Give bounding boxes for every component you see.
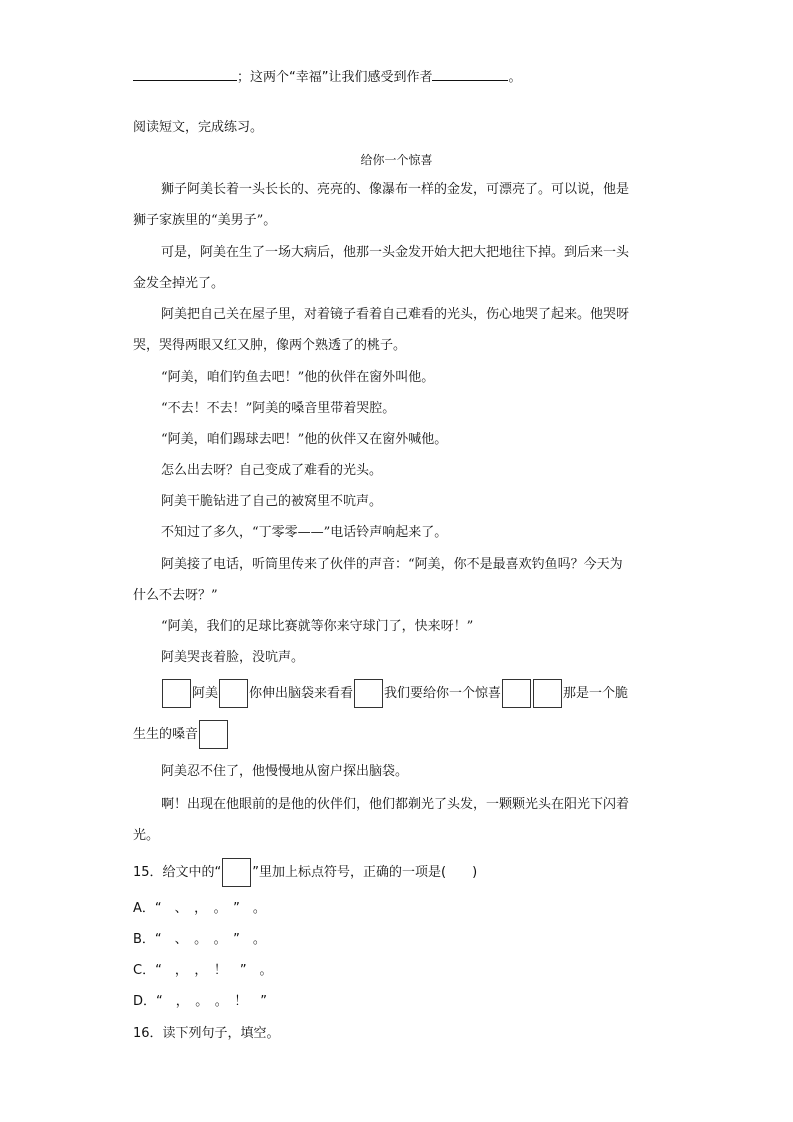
punctuation-box[interactable] bbox=[219, 679, 248, 708]
option-label: A． bbox=[133, 901, 155, 916]
option-c[interactable] bbox=[133, 963, 273, 979]
story-line: 狮子阿美长着一头长长的、亮亮的、像瀑布一样的金发，可漂亮了。可以说，他是 bbox=[161, 182, 630, 197]
option-text: “ ， ， ！ ” 。 bbox=[155, 963, 273, 978]
story-text: 你伸出脑袋来看看 bbox=[249, 686, 354, 701]
story-line: 不知过了多久，“丁零零——”电话铃声响起来了。 bbox=[161, 525, 448, 540]
question-15-stem bbox=[133, 858, 477, 888]
story-line: “不去！不去！”阿美的嗓音里带着哭腔。 bbox=[161, 401, 396, 416]
punctuation-box[interactable] bbox=[533, 679, 562, 708]
story-line: “阿美，咱们钓鱼去吧！”他的伙伴在窗外叫他。 bbox=[161, 370, 435, 385]
story-title: 给你一个惊喜 bbox=[360, 153, 433, 167]
fill-blank-text: ；这两个“幸福”让我们感受到作者 bbox=[237, 70, 433, 85]
story-line-with-boxes bbox=[161, 679, 628, 709]
story-line: 阿美哭丧着脸，没吭声。 bbox=[161, 650, 305, 665]
story-text: 生生的嗓音 bbox=[133, 727, 199, 742]
story-line: 可是，阿美在生了一场大病后，他那一头金发开始大把大把地往下掉。到后来一头 bbox=[161, 245, 630, 260]
option-b[interactable] bbox=[133, 932, 266, 948]
option-text: “ 、 。 。 ” 。 bbox=[154, 932, 266, 947]
story-line: 怎么出去呀？自己变成了难看的光头。 bbox=[161, 463, 383, 478]
story-line: “阿美，我们的足球比赛就等你来守球门了，快来呀！” bbox=[161, 619, 474, 634]
story-line: 阿美干脆钻进了自己的被窝里不吭声。 bbox=[161, 494, 383, 509]
story-line: 哭，哭得两眼又红又肿，像两个熟透了的桃子。 bbox=[133, 338, 407, 353]
question-16-stem: 16．读下列句子，填空。 bbox=[133, 1026, 280, 1041]
option-label: B． bbox=[133, 932, 155, 947]
story-line: 什么不去呀？” bbox=[133, 588, 218, 603]
story-text: 阿美 bbox=[192, 686, 219, 701]
punctuation-box-sample bbox=[222, 858, 251, 887]
story-line-with-boxes bbox=[133, 720, 229, 750]
option-text: “ 、 ， 。 ” 。 bbox=[154, 901, 266, 916]
story-line: 狮子家族里的“美男子”。 bbox=[133, 213, 277, 228]
story-text: 那是一个脆 bbox=[563, 686, 629, 701]
question-text: ”里加上标点符号，正确的一项是( ) bbox=[252, 865, 478, 880]
story-text: 我们要给你一个惊喜 bbox=[384, 686, 502, 701]
punctuation-box[interactable] bbox=[162, 679, 191, 708]
story-line: “阿美，咱们踢球去吧！”他的伙伴又在窗外喊他。 bbox=[161, 432, 448, 447]
instruction: 阅读短文，完成练习。 bbox=[133, 120, 264, 135]
question-text: 15．给文中的“ bbox=[133, 865, 222, 880]
punctuation-box[interactable] bbox=[354, 679, 383, 708]
punctuation-box[interactable] bbox=[502, 679, 531, 708]
answer-blank[interactable] bbox=[432, 67, 508, 81]
answer-blank[interactable] bbox=[133, 67, 237, 81]
option-d[interactable] bbox=[133, 994, 267, 1010]
story-line: 光。 bbox=[133, 828, 160, 843]
story-line: 阿美忍不住了，他慢慢地从窗户探出脑袋。 bbox=[161, 764, 409, 779]
story-line: 阿美接了电话，听筒里传来了伙伴的声音：“阿美，你不是最喜欢钓鱼吗？今天为 bbox=[161, 557, 623, 572]
punctuation-box[interactable] bbox=[199, 720, 228, 749]
fill-blank-line bbox=[133, 67, 522, 86]
option-label: C． bbox=[133, 963, 156, 978]
story-line: 金发全掉光了。 bbox=[133, 276, 225, 291]
story-line: 阿美把自己关在屋子里，对着镜子看着自己难看的光头，伤心地哭了起来。他哭呀 bbox=[161, 307, 630, 322]
option-text: “ ， 。 。 ！ ” bbox=[156, 994, 267, 1009]
period: 。 bbox=[508, 70, 522, 85]
option-a[interactable] bbox=[133, 901, 266, 917]
option-label: D． bbox=[133, 994, 157, 1009]
story-line: 啊！出现在他眼前的是他的伙伴们，他们都剃光了头发，一颗颗光头在阳光下闪着 bbox=[161, 797, 630, 812]
